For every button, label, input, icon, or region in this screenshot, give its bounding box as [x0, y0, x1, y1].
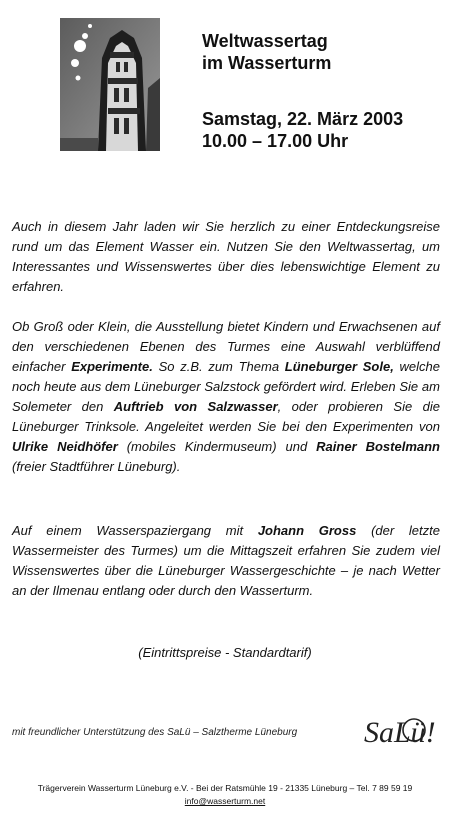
salu-logo-text: SaLü!	[364, 716, 436, 749]
bold-rainer-bostelmann: Rainer Bostelmann	[316, 439, 440, 454]
bold-experimente: Experimente.	[71, 359, 153, 374]
walk-paragraph	[12, 521, 440, 601]
title-line-1: Weltwassertag	[202, 31, 328, 51]
water-tower-illustration	[60, 18, 160, 151]
bold-ulrike-neidhoefer: Ulrike Neidhöfer	[12, 439, 118, 454]
text-span: (der letzte Wassermeister des Turmes) um die Mittagszeit erfahren Sie zudem viel Wissenswertes über die Lüneburger Wassergeschichte – je nach Wetter an der Ilmenau entlang oder durch den Wasserturm.	[12, 523, 440, 598]
event-date: Samstag, 22. März 2003	[202, 109, 404, 129]
experiments-paragraph	[12, 317, 440, 477]
text-span: (freier Stadtführer Lüneburg).	[12, 459, 181, 474]
text-span: , oder probieren Sie die Lüneburger Trinksole. Angeleitet werden Sie bei den Experimenten von	[12, 399, 440, 434]
footer-email-link[interactable]: info@wasserturm.net	[184, 796, 266, 806]
salu-logo	[362, 708, 438, 750]
text-span: (mobiles Kindermuseum) und	[117, 439, 317, 454]
sponsor-text: mit freundlicher Unterstützung des SaLü – Salztherme Lüneburg	[12, 727, 298, 738]
text-span: Auf einem Wasserspaziergang mit	[12, 523, 258, 538]
footer-address: Trägerverein Wasserturm Lüneburg e.V. - Bei der Ratsmühle 19 - 21335 Lüneburg – Tel. 7 89 59 19	[37, 783, 413, 793]
intro-paragraph: Auch in diesem Jahr laden wir Sie herzlich zu einer Entdeckungsreise rund um das Element Wasser ein. Nutzen Sie den Weltwassertag, um Interessantes und Wissenswertes über dies lebenswichtige Element zu erfahren.	[12, 219, 440, 294]
text-span: So z.B. zum Thema	[152, 359, 285, 374]
title-line-2: im Wasserturm	[202, 53, 332, 73]
text-span: welche noch heute aus dem Lüneburger Salzstock gefördert wird. Erleben Sie am Solemeter den	[12, 359, 441, 414]
text-span: Ob Groß oder Klein, die Ausstellung bietet Kindern und Erwachsenen auf den verschiedenen Ebenen des Turmes eine Auswahl verblüffend einfacher	[12, 319, 440, 374]
bold-lueneburger-sole: Lüneburger Sole,	[284, 359, 394, 374]
event-title	[202, 30, 331, 74]
event-time: 10.00 – 17.00 Uhr	[202, 131, 349, 151]
bold-johann-gross: Johann Gross	[257, 523, 357, 538]
footer	[0, 782, 450, 808]
event-date-block	[202, 108, 403, 152]
bold-auftrieb: Auftrieb von Salzwasser	[113, 399, 278, 414]
prices-note: (Eintrittspreise - Standardtarif)	[138, 645, 312, 660]
